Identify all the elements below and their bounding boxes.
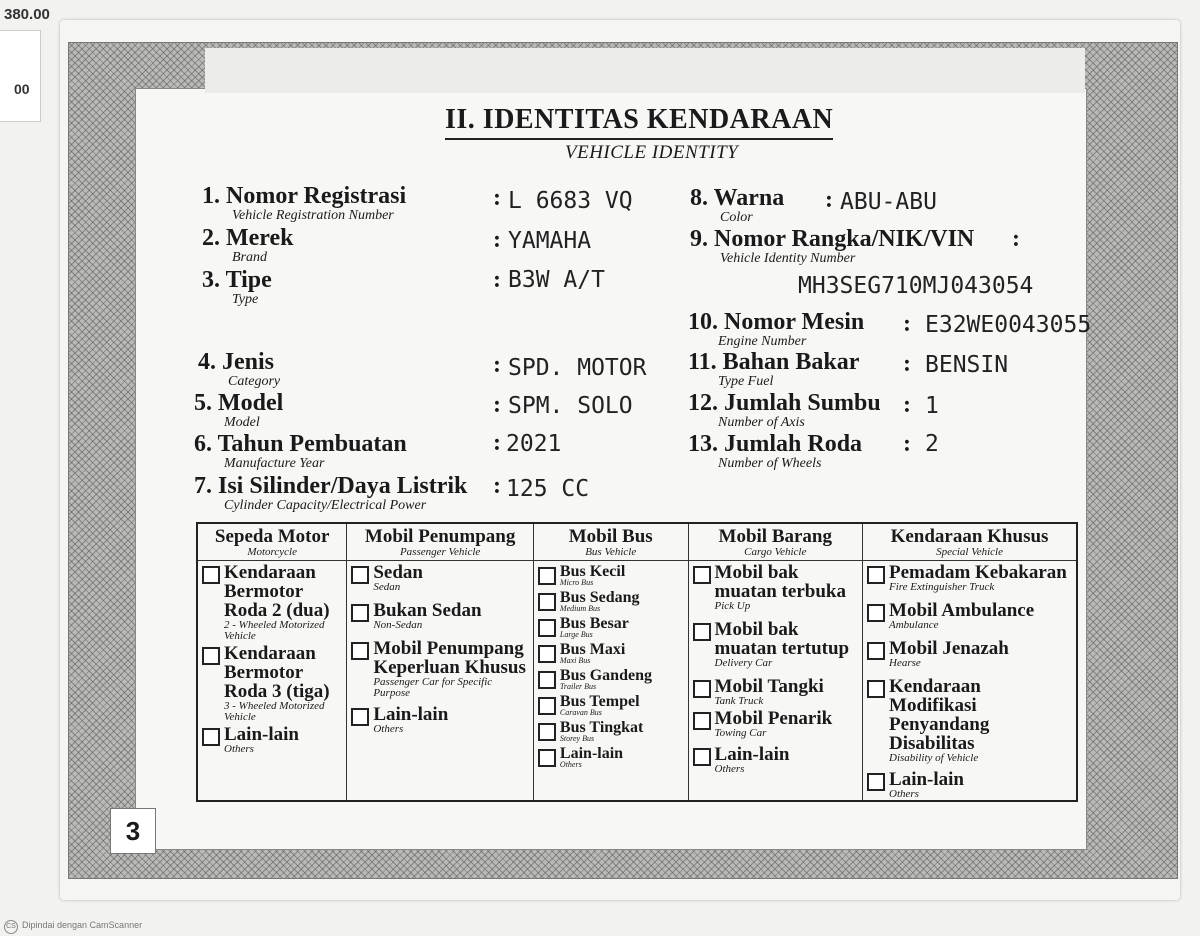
option-passenger-specific[interactable]: Mobil Penumpang Keperluan Khusus Passenger Car for Specific Purpose [351,639,529,699]
value-vin: MH3SEG710MJ043054 [798,273,1034,299]
field-sublabel: Model [224,415,260,430]
checkbox[interactable] [351,604,369,622]
checkbox[interactable] [202,566,220,584]
option-motor-2-wheel[interactable]: Kendaraan Bermotor Roda 2 (dua) 2 - Wheeled Motorized Vehicle [202,563,342,642]
page-number: 3 [110,808,156,854]
value-registration-number: L 6683 VQ [508,188,633,214]
field-label: 4. Jenis [198,349,275,375]
option-motor-others[interactable]: Lain-lain Others [202,725,342,755]
value-number-of-axis: 1 [925,393,939,419]
checkbox[interactable] [693,748,711,766]
field-label: 12. Jumlah Sumbu [688,390,881,416]
option-sedan[interactable]: Sedan Sedan [351,563,529,593]
field-brand [202,225,294,265]
scan-strip-text: 00 [14,81,30,97]
checkbox[interactable] [202,647,220,665]
colon: : [493,473,501,499]
field-registration-number [202,183,406,223]
colon: : [825,187,833,213]
column-passenger-vehicle [347,561,534,802]
checkbox[interactable] [351,708,369,726]
checkbox[interactable] [538,593,556,611]
colon: : [903,351,911,377]
page-subtitle: VEHICLE IDENTITY [565,142,739,163]
checkbox[interactable] [693,712,711,730]
field-fuel-type [688,349,859,389]
colon: : [903,431,911,457]
field-sublabel: Cylinder Capacity/Electrical Power [224,498,427,513]
colon: : [903,311,911,337]
column-cargo-vehicle [688,561,863,802]
checkbox[interactable] [351,566,369,584]
checkbox[interactable] [867,680,885,698]
option-maxi-bus[interactable]: Bus Maxi Maxi Bus [538,642,684,665]
column-special-vehicle [863,561,1077,802]
field-label: 13. Jumlah Roda [688,431,863,457]
field-sublabel: Number of Wheels [718,456,822,471]
option-motor-3-wheel[interactable]: Kendaraan Bermotor Roda 3 (tiga) 3 - Wheeled Motorized Vehicle [202,644,342,723]
colon: : [903,392,911,418]
document-title-band [205,48,1085,93]
colon: : [493,227,501,253]
option-passenger-others[interactable]: Lain-lain Others [351,705,529,735]
field-cylinder-capacity [194,473,467,513]
value-model: SPM. SOLO [508,393,633,419]
header-special-vehicle: Kendaraan Khusus Special Vehicle [863,523,1077,561]
option-hearse[interactable]: Mobil Jenazah Hearse [867,639,1072,669]
field-sublabel: Manufacture Year [224,456,325,471]
option-tank-truck[interactable]: Mobil Tangki Tank Truck [693,677,859,707]
field-sublabel: Engine Number [718,334,807,349]
field-label: 2. Merek [202,225,294,251]
checkbox[interactable] [538,749,556,767]
checkbox[interactable] [867,773,885,791]
field-category [198,349,280,389]
value-color: ABU-ABU [840,189,937,215]
scanner-footer-text: Dipindai dengan CamScanner [22,920,143,930]
option-medium-bus[interactable]: Bus Sedang Medium Bus [538,590,684,613]
field-sublabel: Vehicle Registration Number [232,208,394,223]
value-type: B3W A/T [508,267,605,293]
field-label: 9. Nomor Rangka/NIK/VIN [690,226,975,252]
option-caravan-bus[interactable]: Bus Tempel Caravan Bus [538,694,684,717]
value-brand: YAMAHA [508,228,592,254]
header-sublabel: Special Vehicle [936,545,1003,558]
field-number-of-wheels [688,431,862,471]
checkbox[interactable] [351,642,369,660]
checkbox[interactable] [693,680,711,698]
field-label: 10. Nomor Mesin [688,309,865,335]
colon: : [493,267,501,293]
header-bus-vehicle: Mobil Bus Bus Vehicle [533,523,688,561]
field-label: 5. Model [194,390,284,416]
camscanner-logo-icon: CS [4,920,18,934]
option-pick-up[interactable]: Mobil bak muatan terbuka Pick Up [693,563,859,612]
field-color [690,185,784,225]
checkbox[interactable] [538,671,556,689]
option-disability-vehicle[interactable]: Kendaraan Modifikasi Penyandang Disabilitas Disability of Vehicle [867,677,1072,764]
option-non-sedan[interactable]: Bukan Sedan Non-Sedan [351,601,529,631]
colon: : [1012,226,1020,252]
checkbox[interactable] [538,723,556,741]
vehicle-category-table [196,522,1078,802]
field-sublabel: Number of Axis [718,415,805,430]
header-sublabel: Motorcycle [247,545,297,558]
colon: : [493,430,501,456]
field-engine-number [688,309,864,349]
field-sublabel: Color [720,210,753,225]
field-vin [690,226,974,266]
colon: : [493,392,501,418]
option-storey-bus[interactable]: Bus Tingkat Storey Bus [538,720,684,743]
checkbox[interactable] [867,642,885,660]
value-manufacture-year: 2021 [506,431,562,457]
field-label: 8. Warna [690,185,785,211]
value-category: SPD. MOTOR [508,355,647,381]
field-model [194,390,283,430]
scan-corner-number: 380.00 [4,6,50,23]
checkbox[interactable] [538,697,556,715]
field-sublabel: Vehicle Identity Number [720,251,856,266]
option-cargo-others[interactable]: Lain-lain Others [693,745,859,775]
checkbox[interactable] [538,567,556,585]
option-trailer-bus[interactable]: Bus Gandeng Trailer Bus [538,668,684,691]
checkbox[interactable] [867,566,885,584]
field-number-of-axis [688,390,881,430]
header-passenger-vehicle: Mobil Penumpang Passenger Vehicle [347,523,534,561]
option-special-others[interactable]: Lain-lain Others [867,770,1072,800]
checkbox[interactable] [693,566,711,584]
page-title: II. IDENTITAS KENDARAAN [445,104,834,135]
checkbox[interactable] [867,604,885,622]
field-type [202,267,272,307]
checkbox[interactable] [202,728,220,746]
checkbox[interactable] [693,623,711,641]
value-cylinder-capacity: 125 CC [506,476,590,502]
header-cargo-vehicle: Mobil Barang Cargo Vehicle [688,523,863,561]
field-label: 7. Isi Silinder/Daya Listrik [194,473,468,499]
header-sublabel: Cargo Vehicle [744,545,807,558]
checkbox[interactable] [538,645,556,663]
option-delivery-car[interactable]: Mobil bak muatan tertutup Delivery Car [693,620,859,669]
scan-left-strip [0,30,41,122]
value-number-of-wheels: 2 [925,431,939,457]
field-sublabel: Type [232,292,259,307]
field-label: 6. Tahun Pembuatan [194,431,407,457]
option-large-bus[interactable]: Bus Besar Large Bus [538,616,684,639]
field-label: 1. Nomor Registrasi [202,183,407,209]
colon: : [493,185,501,211]
colon: : [493,352,501,378]
field-manufacture-year [194,431,407,471]
column-motorcycle [197,561,347,802]
field-sublabel: Category [228,374,281,389]
value-engine-number: E32WE0043055 [925,312,1092,338]
option-ambulance[interactable]: Mobil Ambulance Ambulance [867,601,1072,631]
field-label: 11. Bahan Bakar [688,349,860,375]
title-underline [445,138,833,140]
field-label: 3. Tipe [202,267,272,293]
option-towing-car[interactable]: Mobil Penarik Towing Car [693,709,859,739]
header-sublabel: Bus Vehicle [585,545,637,558]
header-sublabel: Passenger Vehicle [399,545,481,558]
option-bus-others[interactable]: Lain-lain Others [538,746,684,769]
scanner-footer [4,920,142,934]
option-micro-bus[interactable]: Bus Kecil Micro Bus [538,564,684,587]
option-fire-truck[interactable]: Pemadam Kebakaran Fire Extinguisher Truck [867,563,1072,593]
field-sublabel: Brand [232,250,267,265]
field-sublabel: Type Fuel [718,374,774,389]
column-bus-vehicle [533,561,688,802]
header-motorcycle: Sepeda Motor Motorcycle [197,523,347,561]
checkbox[interactable] [538,619,556,637]
value-fuel-type: BENSIN [925,352,1009,378]
